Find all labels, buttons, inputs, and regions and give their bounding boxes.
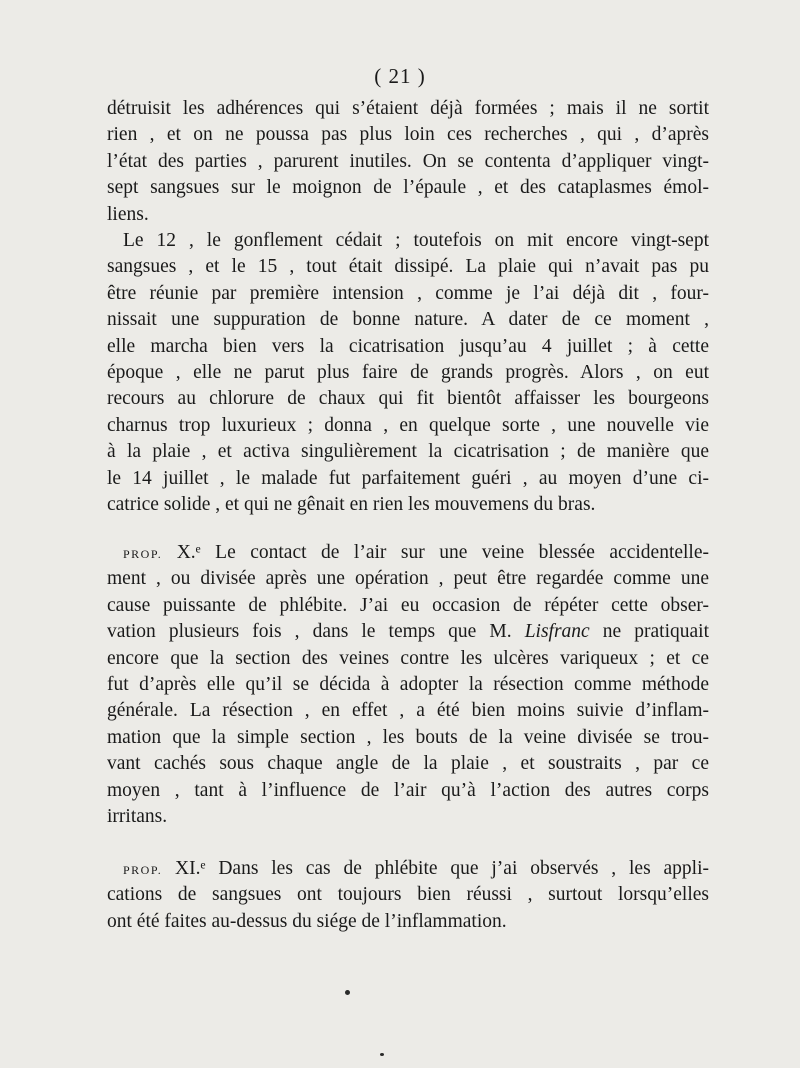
text-line: détruisit les adhérences qui s’étaient déjà formées ; mais il ne sortit <box>107 98 709 119</box>
text-line <box>107 619 709 645</box>
text-fragment: Le contact de l’air sur une veine blessée accidentelle- <box>215 542 710 563</box>
proposition-number: XI.ᵉ <box>175 858 206 879</box>
text-line: vant cachés sous chaque angle de la plaie , et soustraits , par ce <box>107 753 709 775</box>
text-line: sangsues , et le 15 , tout était dissipé. La plaie qui n’avait pas pu <box>107 256 709 278</box>
text-line: recours au chlorure de chaux qui fit bientôt affaisser les bourgeons <box>107 388 709 410</box>
text-line: liens. <box>107 203 149 225</box>
text-line: à la plaie , et activa singulièrement la cicatrisation ; de manière que <box>107 441 709 463</box>
text-line: irritans. <box>107 805 168 827</box>
surgeon-name: Lisfranc <box>524 621 590 643</box>
text-line: être réunie par première intension , comme je l’ai déjà dit , four- <box>107 282 709 304</box>
text-line <box>107 540 709 566</box>
text-line: générale. La résection , en effet , a été bien moins suivie d’inflam- <box>107 700 709 722</box>
text-line: ont été faites au-dessus du siége de l’inflammation. <box>107 910 507 932</box>
text-line: nissait une suppuration de bonne nature. A dater de ce moment , <box>107 309 709 331</box>
proposition-number: X.ᵉ <box>176 542 201 563</box>
text-line: le 14 juillet , le malade fut parfaitement guéri , au moyen d’une ci- <box>107 467 709 489</box>
text-line: charnus trop luxurieux ; donna , en quelque sorte , une nouvelle vie <box>107 414 709 436</box>
proposition-label: PROP. <box>123 863 163 877</box>
text-line <box>107 856 709 882</box>
paragraph-continuation <box>107 96 709 228</box>
text-line: catrice solide , et qui ne gênait en rien les mouvemens du bras. <box>107 493 596 515</box>
proposition-x <box>107 540 709 830</box>
text-line: ment , ou divisée après une opération , peut être regardée comme une <box>107 568 709 590</box>
paragraph-case-progress <box>107 228 709 518</box>
text-line: cause puissante de phlébite. J’ai eu occasion de répéter cette obser- <box>107 594 709 616</box>
text-fragment: vation plusieurs fois , dans le temps que M. <box>107 621 512 643</box>
text-line: elle marcha bien vers la cicatrisation jusqu’au 4 juillet ; à cette <box>107 335 709 357</box>
text-line: encore que la section des veines contre les ulcères variqueux ; et ce <box>107 647 709 669</box>
text-line: Le 12 , le gonflement cédait ; toutefois on mit encore vingt-sept <box>123 230 709 251</box>
text-fragment: ne pratiquait <box>602 621 709 643</box>
page-number: ( 21 ) <box>374 64 426 88</box>
ink-speck <box>380 1053 384 1056</box>
text-line: époque , elle ne parut plus faire de grands progrès. Alors , on eut <box>107 361 709 383</box>
text-line: mation que la simple section , les bouts de la veine divisée se trou- <box>107 726 709 748</box>
proposition-xi <box>107 856 709 935</box>
text-fragment: Dans les cas de phlébite que j’ai observés , les appli- <box>218 858 709 879</box>
text-line: rien , et on ne poussa pas plus loin ces recherches , qui , d’après <box>107 124 709 146</box>
text-line: fut d’après elle qu’il se décida à adopter la résection comme méthode <box>107 673 709 695</box>
text-line: sept sangsues sur le moignon de l’épaule , et des cataplasmes émol- <box>107 177 709 199</box>
text-line: cations de sangsues ont toujours bien réussi , surtout lorsqu’elles <box>107 884 709 906</box>
ink-speck <box>345 990 350 995</box>
proposition-label: PROP. <box>123 547 163 561</box>
text-line: l’état des parties , parurent inutiles. On se contenta d’appliquer vingt- <box>107 150 709 172</box>
text-line: moyen , tant à l’influence de l’air qu’à l’action des autres corps <box>107 779 709 801</box>
